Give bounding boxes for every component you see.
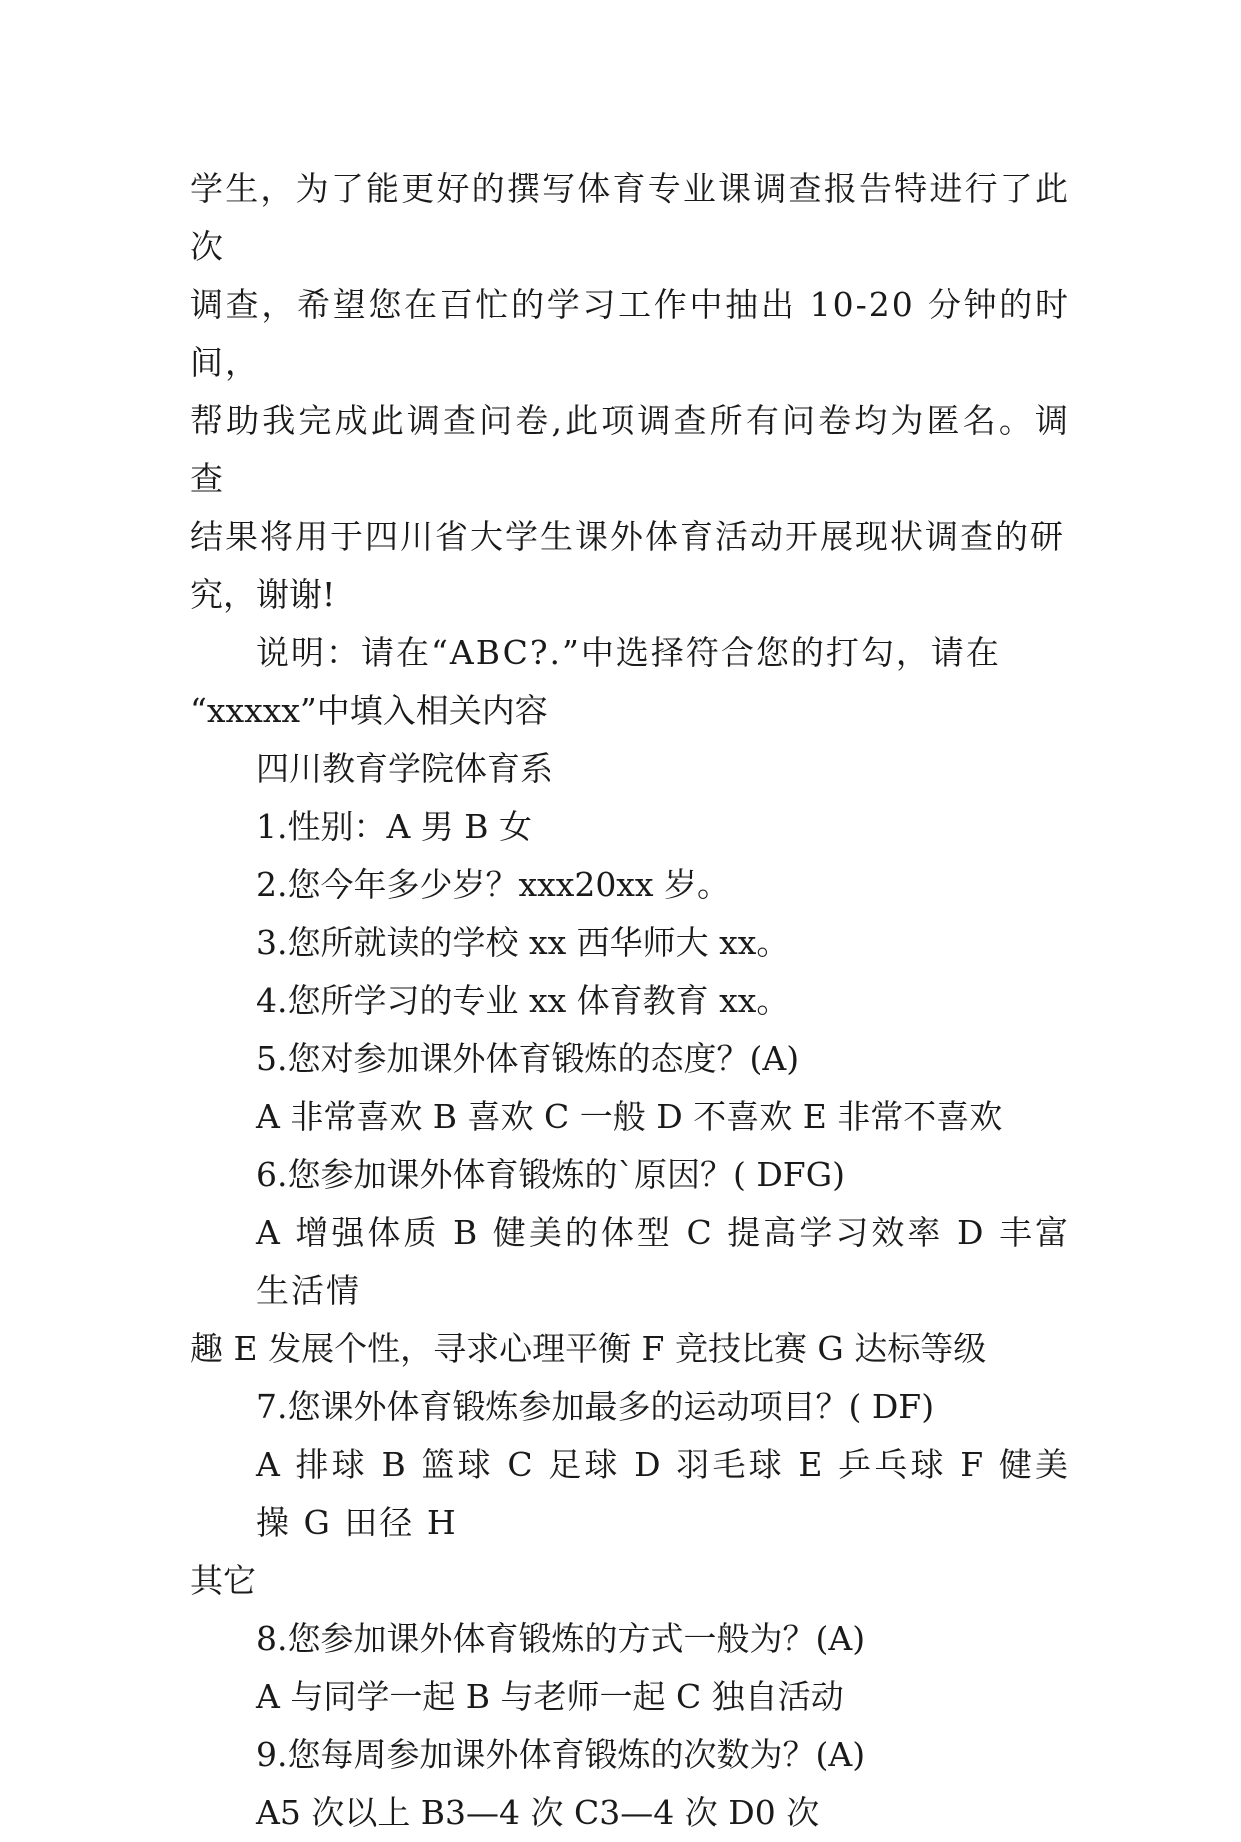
question-gender: 1.性别：A 男 B 女 [256, 807, 533, 846]
question-reason: 6.您参加课外体育锻炼的`原因？( DFG) [256, 1155, 845, 1194]
question-school: 3.您所就读的学校 xx 西华师大 xx。 [256, 923, 790, 962]
instructions-line-2: “xxxxx”中填入相关内容 [190, 691, 548, 730]
intro-line-4: 结果将用于四川省大学生课外体育活动开展现状调查的研 [190, 517, 1065, 556]
intro-line-1: 学生，为了能更好的撰写体育专业课调查报告特进行了此次 [190, 169, 1070, 266]
organization: 四川教育学院体育系 [256, 749, 553, 788]
question-sport: 7.您课外体育锻炼参加最多的运动项目？( DF) [256, 1387, 935, 1426]
question-age: 2.您今年多少岁？xxx20xx 岁。 [256, 865, 731, 904]
question-reason-options-1: A 增强体质 B 健美的体型 C 提高学习效率 D 丰富生活情 [256, 1213, 1070, 1310]
intro-line-5: 究，谢谢! [190, 575, 336, 614]
question-sport-options-1: A 排球 B 篮球 C 足球 D 羽毛球 E 乒乓球 F 健美操 G 田径 H [256, 1445, 1070, 1542]
question-attitude-options: A 非常喜欢 B 喜欢 C 一般 D 不喜欢 E 非常不喜欢 [256, 1097, 1003, 1136]
question-frequency-options: A5 次以上 B3—4 次 C3—4 次 D0 次 [256, 1793, 820, 1832]
question-frequency: 9.您每周参加课外体育锻炼的次数为？(A) [256, 1735, 866, 1774]
document-page [190, 160, 1070, 1842]
question-sport-options-2: 其它 [190, 1561, 256, 1600]
question-attitude: 5.您对参加课外体育锻炼的态度？(A) [256, 1039, 800, 1078]
question-reason-options-2: 趣 E 发展个性，寻求心理平衡 F 竞技比赛 G 达标等级 [190, 1329, 987, 1368]
intro-line-2: 调查，希望您在百忙的学习工作中抽出 10-20 分钟的时间， [190, 285, 1070, 382]
instructions-line-1: 说明：请在“ABC?.”中选择符合您的打勾，请在 [256, 633, 1001, 672]
intro-line-3: 帮助我完成此调查问卷,此项调查所有问卷均为匿名。调查 [190, 401, 1070, 498]
question-method-options: A 与同学一起 B 与老师一起 C 独自活动 [256, 1677, 844, 1716]
question-method: 8.您参加课外体育锻炼的方式一般为？(A) [256, 1619, 866, 1658]
question-major: 4.您所学习的专业 xx 体育教育 xx。 [256, 981, 790, 1020]
